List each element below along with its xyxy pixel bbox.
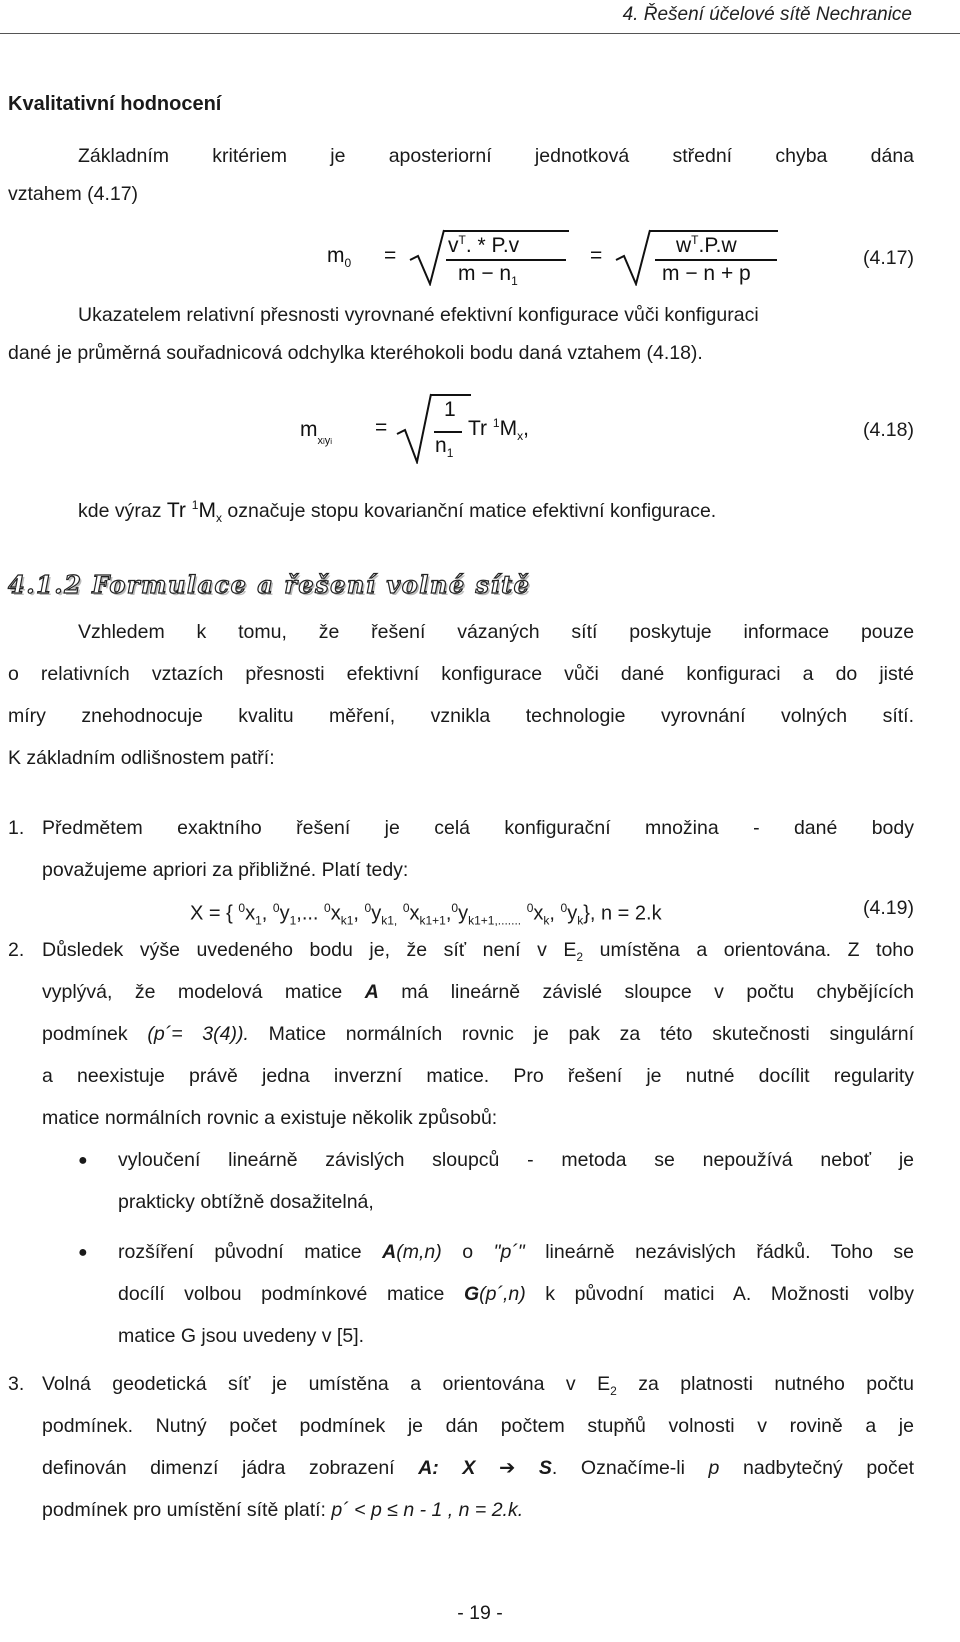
word: Základním — [78, 145, 170, 167]
sqrt-bar-1 — [444, 230, 569, 232]
item2-line2: vyplývá, že modelová matice A má lineárně závislé sloupce v počtu chybějících — [42, 981, 915, 1003]
item1-number: 1. — [8, 817, 25, 839]
item2-line5: matice normálních rovnic a existuje několik způsobů: — [42, 1107, 498, 1129]
fraction-line-3 — [434, 431, 462, 433]
eq417-equals-2: = — [590, 244, 603, 267]
word: kritériem — [212, 145, 288, 167]
bullet-dot-2: ● — [78, 1244, 88, 1261]
para3-trace: Tr $^1M_x$ — [166, 498, 222, 526]
word: aposteriorní — [388, 145, 492, 167]
sqrt-sign-2 — [614, 228, 654, 286]
eq418-denominator: $n_1$ — [435, 434, 454, 461]
item2-number: 2. — [8, 939, 25, 961]
bullet2-line1: rozšíření původní matice A(m,n) o "p´" lineárně nezávislých řádků. Toho se — [118, 1241, 915, 1263]
eq417-equals-1: = — [384, 244, 397, 267]
item3-line1: Volná geodetická síť je umístěna a orientována v $E_2$ za platnosti nutného počtu — [42, 1373, 914, 1398]
fraction-line-2 — [655, 259, 777, 261]
para2-line2: dané je průměrná souřadnicová odchylka kteréhokoli bodu daná vztahem (4.18). — [8, 342, 703, 364]
para4-line1: Vzhledem k tomu, že řešení vázaných sítí poskytuje informace pouze — [78, 621, 915, 643]
eq417-lhs: $m_0$ — [327, 244, 352, 271]
arrow-icon: ➔ — [498, 1457, 516, 1479]
item2-line3: podmínek (p´= 3(4)). Matice normálních rovnic je pak za této skutečnosti singulární — [42, 1023, 915, 1045]
sqrt-bar-2 — [650, 230, 778, 232]
section-heading: 4.1.2 Formulace a řešení volné sítě — [8, 570, 531, 599]
eq418-numerator: 1 — [444, 398, 456, 421]
word: je — [330, 145, 346, 167]
header-rule — [0, 33, 960, 34]
word: jednotková — [534, 145, 630, 167]
word: dána — [870, 145, 915, 167]
eq419-number: (4.19) — [863, 897, 914, 919]
item3-line4: podmínek pro umístění sítě platí: p´ < p ≤ n - 1 , n = 2.k. — [42, 1499, 524, 1521]
para1-line2: vztahem (4.17) — [8, 183, 139, 205]
header-title: 4. Řešení účelové sítě Nechranice — [622, 4, 912, 25]
sqrt-bar-3 — [431, 394, 471, 396]
eq417-denominator-2: m − n + p — [662, 262, 751, 285]
equation-4-18 — [0, 386, 960, 466]
bullet-dot-1: ● — [78, 1152, 88, 1169]
para2-line1: Ukazatelem relativní přesnosti vyrovnané efektivní konfigurace vůči konfiguraci — [78, 304, 759, 326]
item1-line1: Předmětem exaktního řešení je celá konfigurační množina - dané body — [42, 817, 914, 839]
eq417-numerator-1: $v^T$. * P.v — [448, 233, 520, 257]
para3-suffix: označuje stopu kovarianční matice efektivní konfigurace. — [227, 500, 717, 522]
word: chyba — [775, 145, 828, 167]
word: střední — [672, 145, 733, 167]
para3 — [78, 485, 716, 539]
bullet2-line2: docílí volbou podmínkové matice G(p´,n) k původní matici A. Možnosti volby — [118, 1283, 914, 1305]
eq417-numerator-2: $w^T.P.w$ — [676, 233, 737, 257]
bullet1-line1: vyloučení lineárně závislých sloupců - metoda se nepoužívá neboť je — [118, 1149, 914, 1171]
eq418-lhs: $m_{xiyi}$ — [300, 418, 333, 447]
sqrt-sign-3 — [395, 392, 435, 464]
page-number: - 19 - — [457, 1602, 503, 1624]
item2-line1: Důsledek výše uvedeného bodu je, že síť není v $E_2$ umístěna a orientována. Z toho — [42, 939, 914, 964]
item2-line4: a neexistuje právě jedna inverzní matice. Pro řešení je nutné docílit regularity — [42, 1065, 914, 1087]
equation-4-17 — [0, 222, 960, 289]
equation-4-19: X = { $^0x_1$, $^0y_1$,... $^0x_{k1}$, $^0y_{k1,}$ $^0x_{k1+1},^0y_{k1+1,.......}$ $^0x_k$, $^0y_k$}, n = 2.k — [190, 901, 662, 928]
eq417-number: (4.17) — [863, 247, 914, 269]
item3-line3: definován dimenzí jádra zobrazení A: X ➔ S. Označíme-li p nadbytečný počet — [42, 1457, 915, 1479]
bullet1-line2: prakticky obtížně dosažitelná, — [118, 1191, 374, 1213]
bullet2-line3: matice G jsou uvedeny v [5]. — [118, 1325, 365, 1347]
item3-line2: podmínek. Nutný počet podmínek je dán počtem stupňů volnosti v rovině a je — [42, 1415, 914, 1437]
eq417-denominator-1: $m - n_1$ — [458, 262, 518, 289]
item1-line2: považujeme apriori za přibližné. Platí tedy: — [42, 859, 409, 881]
para4-line4: K základním odlišnostem patří: — [8, 747, 275, 769]
para4-line3: míry znehodnocuje kvalitu měření, vznikla technologie vyrovnání volných sítí. — [8, 705, 914, 727]
eq418-number: (4.18) — [863, 419, 914, 441]
eq418-trace: Tr $^1M_x$, — [468, 416, 529, 444]
item3-number: 3. — [8, 1373, 25, 1395]
page-header — [0, 0, 960, 33]
fraction-line-1 — [446, 259, 566, 261]
para1-line1 — [78, 136, 914, 177]
para3-prefix: kde výraz — [78, 500, 162, 522]
eq418-equals: = — [375, 416, 388, 439]
sqrt-sign-1 — [408, 228, 448, 286]
para4-line2: o relativních vztazích přesnosti efektivní konfigurace vůči dané konfiguraci a do jisté — [8, 663, 914, 685]
heading-kvalitativni: Kvalitativní hodnocení — [8, 93, 222, 115]
